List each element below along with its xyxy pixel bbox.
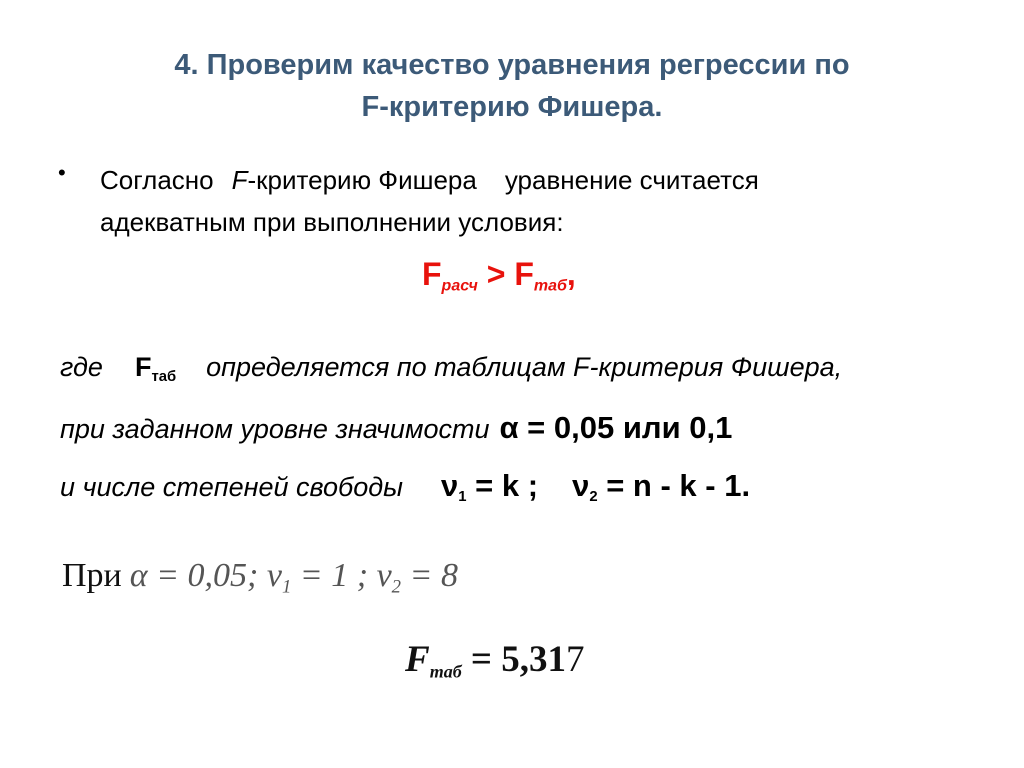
bullet-text-c: -критерию Фишера xyxy=(247,165,477,195)
significance-text: при заданном уровне значимости xyxy=(60,414,490,444)
example-end: = 8 xyxy=(401,557,458,594)
example-line xyxy=(62,557,458,599)
result-eq: = 5,31 xyxy=(461,639,567,680)
degrees-line xyxy=(60,468,750,505)
significance-line xyxy=(60,410,732,446)
example-mid: = 1 ; ν xyxy=(291,557,392,594)
example-sub2: 2 xyxy=(391,576,401,598)
where-sub: таб xyxy=(151,369,177,386)
condition-f2: F xyxy=(514,256,534,292)
where-f: F xyxy=(134,352,152,382)
result-formula xyxy=(405,638,585,682)
slide-title xyxy=(0,44,1024,128)
result-f: F xyxy=(405,639,430,680)
example-lead: При xyxy=(62,557,122,594)
condition-formula xyxy=(422,256,576,296)
v1-eq: = k ; xyxy=(466,468,539,503)
where-line xyxy=(60,352,842,385)
bullet-text-line2: адекватным при выполнении условия: xyxy=(100,207,564,237)
v2-symbol: ν xyxy=(572,468,590,503)
example-sub1: 1 xyxy=(281,576,292,598)
example-alpha: α = 0,05; ν xyxy=(129,557,282,594)
condition-tail: , xyxy=(566,256,576,292)
where-lead: где xyxy=(60,352,103,382)
slide-title-line2: F-критерию Фишера. xyxy=(361,91,663,123)
condition-sub2: таб xyxy=(533,277,567,295)
bullet-text-d: уравнение считается xyxy=(504,165,759,195)
result-sub: таб xyxy=(429,661,462,682)
significance-value: α = 0,05 или 0,1 xyxy=(499,410,733,445)
where-text: определяется по таблицам F-критерия Фишера, xyxy=(206,352,843,382)
bullet-icon: • xyxy=(58,160,66,185)
v2-eq: = n - k - 1. xyxy=(597,468,751,503)
bullet-text-line1 xyxy=(100,160,759,200)
bullet-text-f: F xyxy=(231,165,248,195)
condition-sub1: расч xyxy=(441,277,478,295)
result-last: 7 xyxy=(566,639,585,680)
slide-title-line1: 4. Проверим качество уравнения регрессии по xyxy=(174,49,850,81)
v1-sub: 1 xyxy=(458,489,467,506)
bullet-text-a: Согласно xyxy=(100,165,214,195)
v1-symbol: ν xyxy=(441,468,459,503)
v2-sub: 2 xyxy=(589,489,598,506)
degrees-text: и числе степеней свободы xyxy=(60,472,404,502)
condition-op: > xyxy=(477,256,515,292)
condition-f1: F xyxy=(422,256,442,292)
